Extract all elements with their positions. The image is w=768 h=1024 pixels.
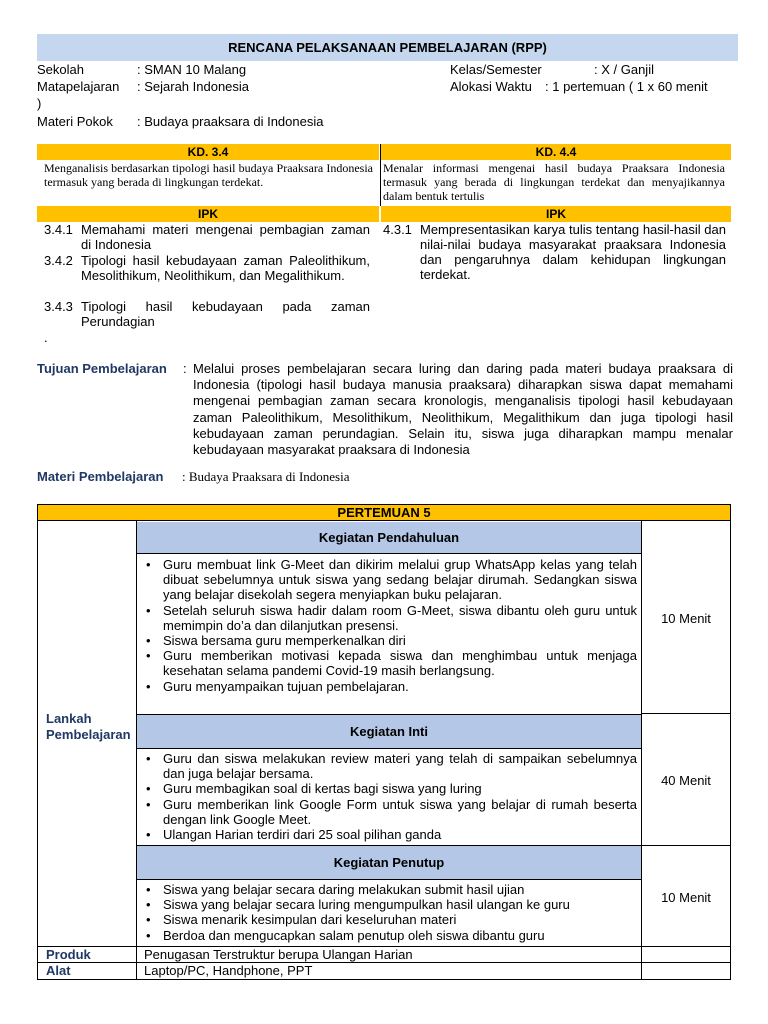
list-item: • Siswa yang belajar secara luring mengumpulkan hasil ulangan ke guru: [137, 897, 637, 912]
ipk-number: 3.4.3: [44, 299, 73, 314]
kelas-value: : X / Ganjil: [594, 62, 654, 77]
mapel-value: : Sejarah Indonesia: [137, 79, 250, 94]
pendahuluan-list: [137, 557, 637, 694]
tujuan-label: Tujuan Pembelajaran: [37, 361, 167, 376]
kd-right-header: KD. 4.4: [381, 144, 731, 160]
col-divider-2: [641, 521, 642, 979]
materi-pokok-value: : Budaya praaksara di Indonesia: [137, 114, 324, 129]
list-item: • Guru membagikan soal di kertas bagi siswa yang luring: [137, 781, 637, 796]
sekolah-label: Sekolah: [37, 62, 84, 77]
ipk-right-header: IPK: [381, 206, 731, 222]
list-item: • Guru menyampaikan tujuan pembelajaran.: [137, 679, 637, 694]
kelas-label: Kelas/Semester: [450, 62, 542, 77]
ipk-item: [44, 299, 370, 331]
row-divider: [38, 962, 730, 963]
produk-label: Produk: [46, 947, 91, 962]
list-item: • Guru membuat link G-Meet dan dikirim melalui grup WhatsApp kelas yang telah dibuat sebelumnya untuk siswa yang sedang belajar dirumah. Sedangkan siswa yang belajar disekolah segera menyiapkan buku pelajaran.: [137, 557, 637, 603]
list-item: • Siswa yang belajar secara daring melakukan submit hasil ujian: [137, 882, 637, 897]
stray-dot: .: [44, 330, 48, 345]
ipk-text: Tipologi hasil kebudayaan pada zaman Perundagian: [81, 299, 370, 329]
alat-label: Alat: [46, 963, 71, 978]
pendahuluan-header: Kegiatan Pendahuluan: [137, 522, 641, 554]
ipk-number: 3.4.2: [44, 253, 73, 268]
kd-left-text: Menganalisis berdasarkan tipologi hasil budaya Praaksara Indonesia termasuk yang berada di lingkungan terdekat.: [44, 161, 373, 189]
ipk-number: 4.3.1: [383, 222, 412, 237]
pertemuan-title: PERTEMUAN 5: [38, 505, 730, 521]
inti-list: [137, 751, 637, 842]
row-divider: [641, 713, 731, 714]
list-item: • Setelah seluruh siswa hadir dalam room G-Meet, siswa dibantu oleh guru untuk memimpin do’a dan dilanjutkan presensi.: [137, 603, 637, 633]
ipk-text: Tipologi hasil kebudayaan zaman Paleolithikum, Mesolithikum, Neolithikum, dan Megalithikum.: [81, 253, 370, 283]
pendahuluan-duration: 10 Menit: [661, 611, 711, 626]
list-item: • Siswa bersama guru memperkenalkan diri: [137, 633, 637, 648]
list-item: • Guru memberikan link Google Form untuk siswa yang belajar di rumah beserta dengan link Google Meet.: [137, 797, 637, 827]
mapel-label: Matapelajaran: [37, 79, 120, 94]
langkah-label: Lankah Pembelajaran: [46, 711, 131, 742]
ipk-number: 3.4.1: [44, 222, 73, 237]
list-item: • Siswa menarik kesimpulan dari keseluruhan materi: [137, 912, 637, 927]
ipk-item: [44, 222, 370, 254]
kd-right-text: Menalar informasi mengenai hasil budaya Praaksara Indonesia termasuk yang berada di lingkungan terdekat dan menyajikannya dalam bentuk tertulis: [383, 161, 725, 203]
produk-value: Penugasan Terstruktur berupa Ulangan Harian: [144, 947, 413, 962]
penutup-header: Kegiatan Penutup: [137, 846, 641, 880]
alat-value: Laptop/PC, Handphone, PPT: [144, 963, 313, 978]
alokasi-value: : 1 pertemuan ( 1 x 60 menit: [545, 79, 708, 94]
list-item: • Ulangan Harian terdiri dari 25 soal pilihan ganda: [137, 827, 637, 842]
mapel-wrap: ): [37, 96, 42, 111]
row-divider: [641, 845, 731, 846]
materi-pokok-label: Materi Pokok: [37, 114, 113, 129]
document-title: RENCANA PELAKSANAAN PEMBELAJARAN (RPP): [37, 34, 738, 61]
inti-duration: 40 Menit: [661, 773, 711, 788]
ipk-text: Mempresentasikan karya tulis tentang hasil-hasil dan nilai-nilai budaya masyarakat praaksara Indonesia dan pengaruhnya dalam kehidupan lingkungan terdekat.: [420, 222, 726, 282]
ipk-item: [44, 253, 370, 301]
kd-divider: [380, 144, 381, 206]
sekolah-value: : SMAN 10 Malang: [137, 62, 247, 77]
penutup-list: [137, 882, 637, 943]
alokasi-label: Alokasi Waktu: [450, 79, 532, 94]
tujuan-text: Melalui proses pembelajaran secara luring dan daring pada materi budaya praaksara di Indonesia (tipologi hasil budaya manusia praaksara) diharapkan siswa dapat memahami mengenai pembagian zaman secara kronologis, menganalisis tipologi hasil kebudayaan zaman Paleolithikum, Mesolithikum, Neolithikum, Megalithikum dan juga tipologi hasil kebudayaan zaman perundagian. Selain itu, siswa juga diharapkan mampu menalar kebudayaan masyarakat praaksara di Indonesia: [193, 361, 733, 458]
tujuan-colon: :: [183, 361, 187, 376]
penutup-duration: 10 Menit: [661, 890, 711, 905]
ipk-left-header: IPK: [37, 206, 379, 222]
list-item: • Guru dan siswa melakukan review materi yang telah di sampaikan sebelumnya dan juga belajar bersama.: [137, 751, 637, 781]
ipk-text: Memahami materi mengenai pembagian zaman di Indonesia: [81, 222, 370, 252]
list-item: • Berdoa dan mengucapkan salam penutup oleh siswa dibantu guru: [137, 928, 637, 943]
list-item: • Guru memberikan motivasi kepada siswa dan menghimbau untuk menjaga kesehatan selama pandemi Covid-19 masih berlangsung.: [137, 648, 637, 678]
ipk-item: [383, 222, 726, 286]
materi-value: : Budaya Praaksara di Indonesia: [182, 469, 350, 484]
inti-header: Kegiatan Inti: [137, 715, 641, 749]
pertemuan-table: [37, 504, 731, 980]
materi-label: Materi Pembelajaran: [37, 469, 164, 484]
kd-left-header: KD. 3.4: [37, 144, 379, 160]
